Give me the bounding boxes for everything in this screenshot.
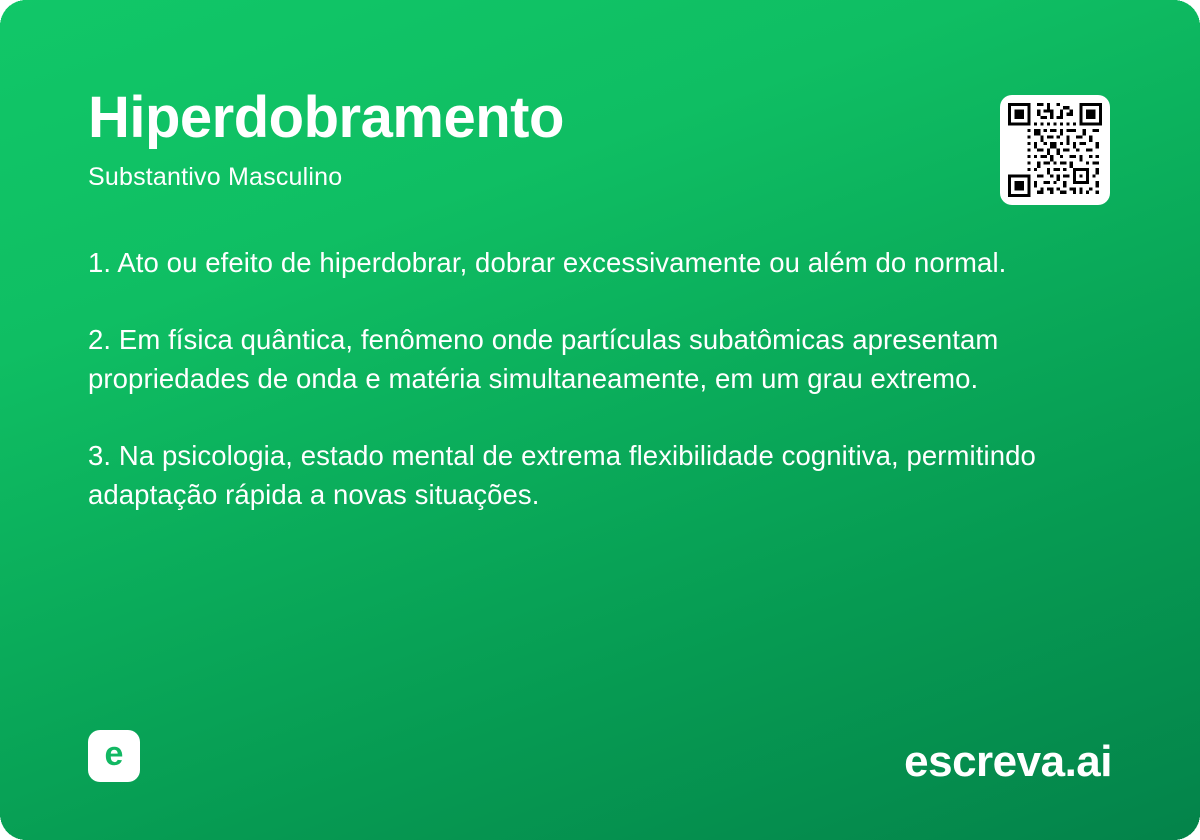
escreva-logo-icon [88,730,140,782]
logo-letter: e [104,735,124,773]
corner-bottom-left [0,814,26,840]
definition-list [88,243,1088,514]
corner-top-right [1174,0,1200,26]
definition-item: 3. Na psicologia, estado mental de extrema flexibilidade cognitiva, permitindo adaptação rápida a novas situações. [88,440,1036,511]
corner-bottom-right [1174,814,1200,840]
card-footer [88,730,1112,786]
definition-item: 2. Em física quântica, fenômeno onde partículas subatômicas apresentam propriedades de onda e matéria simultaneamente, em um grau extremo. [88,324,999,395]
corner-top-left [0,0,26,26]
definition-item: 1. Ato ou efeito de hiperdobrar, dobrar excessivamente ou além do normal. [88,247,1007,278]
qr-code-icon[interactable] [1000,95,1110,205]
brand-wordmark: escreva.ai [904,737,1112,786]
word-class-label: Substantivo Masculino [88,162,343,191]
page-title: Hiperdobramento [88,85,564,150]
entry-header [88,85,1112,192]
